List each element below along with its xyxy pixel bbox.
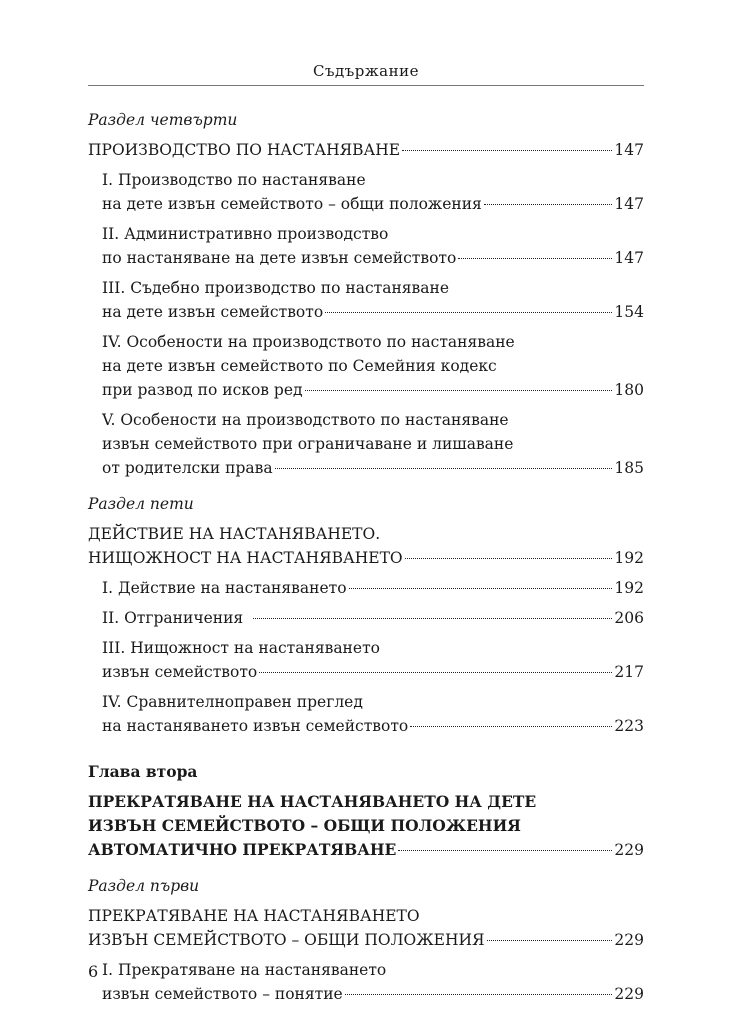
toc-entry (88, 168, 644, 192)
entry-title: НИЩОЖНОСТ НА НАСТАНЯВАНЕТО (88, 549, 403, 567)
page-ref: 229 (614, 931, 644, 949)
entry-title: ПРОИЗВОДСТВО ПО НАСТАНЯВАНЕ (88, 141, 401, 159)
toc-entry (88, 276, 644, 300)
entry-title: извън семейството (102, 663, 258, 681)
toc-entry (88, 958, 644, 982)
page-ref: 180 (614, 381, 644, 399)
toc-entry (88, 408, 644, 432)
leader-dots (484, 204, 613, 205)
entry-title: III. Нищожност на настаняването (102, 639, 380, 657)
leader-dots (458, 258, 612, 259)
entry-title: ИЗВЪН СЕМЕЙСТВОТО – ОБЩИ ПОЛОЖЕНИЯ (88, 931, 485, 949)
entry-title: V. Особености на производството по настаняване (102, 411, 509, 429)
entry-title: ДЕЙСТВИЕ НА НАСТАНЯВАНЕТО. (88, 525, 381, 543)
toc-entry (88, 814, 644, 838)
toc-entry (88, 354, 644, 378)
page-ref: 229 (614, 985, 644, 1003)
toc-entry (88, 714, 644, 738)
toc-entry (88, 660, 644, 684)
leader-dots (275, 468, 613, 469)
toc-entry (88, 456, 644, 480)
page-ref: 192 (614, 549, 644, 567)
page-ref: 185 (614, 459, 644, 477)
toc-entry (88, 636, 644, 660)
leader-dots (259, 672, 612, 673)
page-ref: 223 (614, 717, 644, 735)
toc-entry (88, 606, 644, 630)
entry-title: IV. Особености на производството по настаняване (102, 333, 515, 351)
toc-entry (88, 690, 644, 714)
toc-entry (88, 222, 644, 246)
leader-dots (325, 312, 612, 313)
leader-dots (402, 150, 612, 151)
entry-title: от родителски права (102, 459, 273, 477)
entry-title: извън семейството – понятие (102, 985, 343, 1003)
page-ref: 206 (614, 609, 644, 627)
toc-entry (88, 546, 644, 570)
chapter-label: Глава втора (88, 762, 198, 781)
table-of-contents (88, 108, 644, 1006)
header-rule (88, 85, 644, 86)
running-header: Съдържание (312, 62, 419, 80)
entry-title: АВТОМАТИЧНО ПРЕКРАТЯВАНЕ (88, 840, 397, 859)
toc-entry (88, 928, 644, 952)
entry-title: ПРЕКРАТЯВАНЕ НА НАСТАНЯВАНЕТО (88, 907, 420, 925)
page-ref: 229 (614, 841, 644, 859)
entry-title: II. Отграничения (102, 609, 244, 627)
toc-entry (88, 300, 644, 324)
entry-title: на дете извън семейството – общи положения (102, 195, 482, 213)
section-label: Раздел първи (88, 877, 200, 895)
entry-title: I. Производство по настаняване (102, 171, 366, 189)
toc-entry (88, 576, 644, 600)
entry-title: по настаняване на дете извън семейството (102, 249, 457, 267)
leader-dots (345, 994, 613, 995)
leader-dots (253, 618, 612, 619)
page-number: 6 (88, 962, 99, 981)
page-ref: 147 (614, 249, 644, 267)
section-label: Раздел четвърти (88, 111, 238, 129)
entry-title: IV. Сравнителноправен преглед (102, 693, 363, 711)
toc-entry (88, 838, 644, 862)
leader-dots (487, 940, 613, 941)
toc-entry (88, 982, 644, 1006)
leader-dots (305, 390, 613, 391)
entry-title: ИЗВЪН СЕМЕЙСТВОТО – ОБЩИ ПОЛОЖЕНИЯ (88, 816, 521, 835)
page-ref: 147 (614, 195, 644, 213)
entry-title: III. Съдебно производство по настаняване (102, 279, 450, 297)
entry-title: ПРЕКРАТЯВАНЕ НА НАСТАНЯВАНЕТО НА ДЕТЕ (88, 792, 537, 811)
entry-title: I. Прекратяване на настаняването (102, 961, 387, 979)
page-ref: 147 (614, 141, 644, 159)
toc-entry (88, 192, 644, 216)
page-ref: 154 (614, 303, 644, 321)
toc-entry (88, 378, 644, 402)
entry-title: на дете извън семейството по Семейния кодекс (102, 357, 497, 375)
entry-title: на дете извън семейството (102, 303, 324, 321)
entry-title: I. Действие на настаняването (102, 579, 347, 597)
entry-title: II. Административно производство (102, 225, 389, 243)
leader-dots (405, 558, 613, 559)
toc-entry (88, 790, 644, 814)
toc-entry (88, 904, 644, 928)
entry-title: на настаняването извън семейството (102, 717, 409, 735)
page-ref: 192 (614, 579, 644, 597)
leader-dots (410, 726, 612, 727)
entry-title: при развод по исков ред (102, 381, 303, 399)
toc-entry (88, 138, 644, 162)
toc-entry (88, 522, 644, 546)
leader-dots (349, 588, 613, 589)
page-ref: 217 (614, 663, 644, 681)
toc-entry (88, 432, 644, 456)
section-label: Раздел пети (88, 495, 194, 513)
entry-title: извън семейството при ограничаване и лишаване (102, 435, 514, 453)
toc-entry (88, 330, 644, 354)
leader-dots (398, 850, 612, 851)
toc-entry (88, 246, 644, 270)
